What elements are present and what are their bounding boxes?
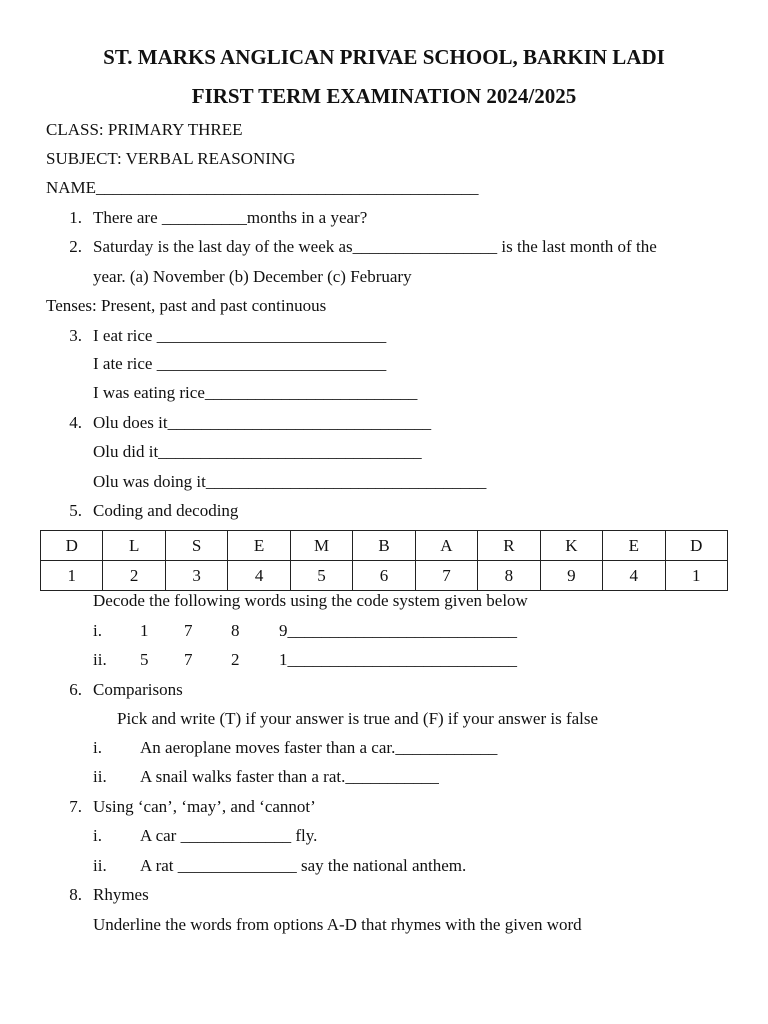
question-3-line-2: I ate rice ___________________________ [93, 354, 387, 373]
question-number: 5. [69, 501, 82, 520]
code-digit-answer: 9___________________________ [279, 621, 517, 640]
code-digit: 2 [231, 650, 240, 669]
question-number: 4. [69, 413, 82, 432]
question-4-line-1: Olu does it_______________________________ [93, 413, 432, 432]
question-5-title: Coding and decoding [93, 501, 239, 520]
roman-numeral: i. [93, 826, 102, 845]
code-cell: 8 [478, 561, 540, 591]
code-cell: 4 [228, 561, 290, 591]
question-3-line-1: I eat rice ___________________________ [93, 326, 387, 345]
question-number: 8. [69, 885, 82, 904]
code-digit: 8 [231, 621, 240, 640]
question-7-item: A rat ______________ say the national anthem. [140, 856, 467, 875]
name-field: NAME_____________________________________________ [46, 178, 479, 197]
code-cell: 4 [603, 561, 665, 591]
question-number: 1. [69, 208, 82, 227]
question-8-title: Rhymes [93, 885, 149, 904]
question-2-line-1: Saturday is the last day of the week as_________________ is the last month of the [93, 237, 657, 256]
question-6-item: An aeroplane moves faster than a car.____________ [140, 738, 498, 757]
question-4-line-3: Olu was doing it_________________________________ [93, 472, 487, 491]
question-6-title: Comparisons [93, 680, 183, 699]
letter-cell: D [41, 531, 103, 561]
class-label: CLASS: PRIMARY THREE [46, 120, 243, 139]
letter-cell: A [415, 531, 477, 561]
roman-numeral: ii. [93, 856, 107, 875]
code-cell: 5 [290, 561, 352, 591]
code-cell: 3 [165, 561, 227, 591]
letter-cell: E [603, 531, 665, 561]
roman-numeral: ii. [93, 767, 107, 786]
letter-cell: R [478, 531, 540, 561]
code-cell: 9 [540, 561, 602, 591]
question-1-text: There are __________months in a year? [93, 208, 368, 227]
question-6-instruction: Pick and write (T) if your answer is true and (F) if your answer is false [117, 709, 599, 728]
codes-row [41, 561, 728, 591]
code-digit: 7 [184, 621, 193, 640]
code-cell: 1 [41, 561, 103, 591]
tenses-heading: Tenses: Present, past and past continuous [46, 296, 327, 315]
code-cell: 7 [415, 561, 477, 591]
letter-cell: S [165, 531, 227, 561]
code-cell: 6 [353, 561, 415, 591]
letter-cell: D [665, 531, 727, 561]
question-8-instruction: Underline the words from options A-D that rhymes with the given word [93, 915, 582, 934]
question-3-line-3: I was eating rice_________________________ [93, 383, 418, 402]
letter-cell: L [103, 531, 165, 561]
question-6-item: A snail walks faster than a rat.___________ [140, 767, 439, 786]
question-number: 2. [69, 237, 82, 256]
code-digit-answer: 1___________________________ [279, 650, 517, 669]
question-number: 6. [69, 680, 82, 699]
question-number: 3. [69, 326, 82, 345]
subject-label: SUBJECT: VERBAL REASONING [46, 149, 296, 168]
question-7-title: Using ‘can’, ‘may’, and ‘cannot’ [93, 797, 316, 816]
question-number: 7. [69, 797, 82, 816]
school-title: ST. MARKS ANGLICAN PRIVAE SCHOOL, BARKIN LADI [103, 45, 665, 69]
letter-cell: M [290, 531, 352, 561]
letter-cell: B [353, 531, 415, 561]
question-5-instruction: Decode the following words using the code system given below [93, 591, 528, 610]
code-cell: 2 [103, 561, 165, 591]
letters-row [41, 531, 728, 561]
code-cell: 1 [665, 561, 727, 591]
question-2-line-2: year. (a) November (b) December (c) February [93, 267, 412, 286]
roman-numeral: ii. [93, 650, 107, 669]
letter-cell: E [228, 531, 290, 561]
code-table [40, 530, 728, 591]
code-digit: 1 [140, 621, 149, 640]
exam-title: FIRST TERM EXAMINATION 2024/2025 [191, 84, 577, 108]
code-digit: 7 [184, 650, 193, 669]
roman-numeral: i. [93, 621, 102, 640]
question-4-line-2: Olu did it_______________________________ [93, 442, 422, 461]
code-digit: 5 [140, 650, 149, 669]
question-7-item: A car _____________ fly. [140, 826, 318, 845]
letter-cell: K [540, 531, 602, 561]
roman-numeral: i. [93, 738, 102, 757]
